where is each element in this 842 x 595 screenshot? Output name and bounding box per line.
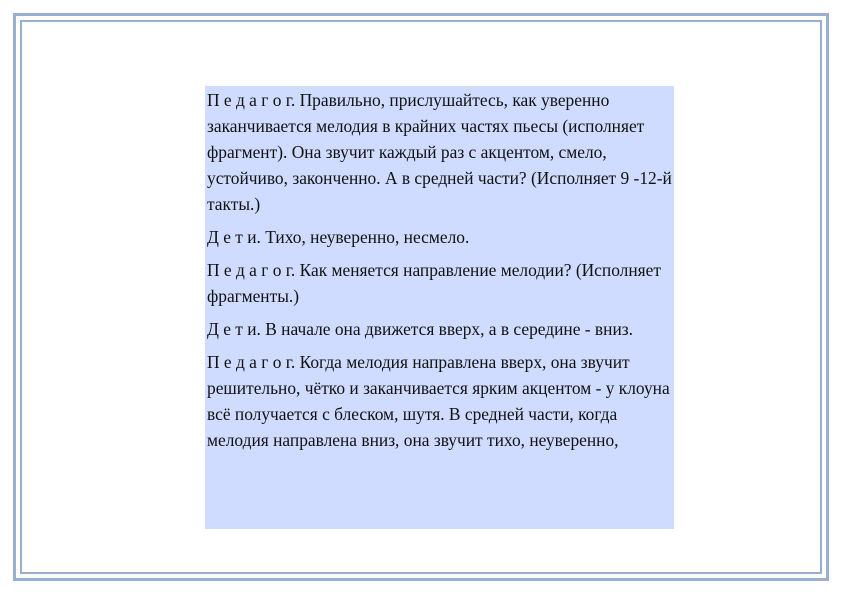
paragraph-teacher-3: П е д а г о г. Когда мелодия направлена вверх, она звучит решительно, чётко и заканчивается ярким акцентом - у клоуна всё получается с блеском, шутя. В средней части, когда мелодия направлена вниз, она звучит тихо, неуверенно, [207, 352, 670, 450]
paragraph-teacher-2: П е д а г о г. Как меняется направление мелодии? (Исполняет фрагменты.) [207, 260, 661, 306]
dialogue-text-box [205, 86, 674, 529]
paragraph-teacher-1: П е д а г о г. Правильно, прислушайтесь, как уверенно заканчивается мелодия в крайних частях пьесы (исполняет фрагмент). Она звучит каждый раз с акцентом, смело, устойчиво, законченно. А в средней части? (Исполняет 9 -12-й такты.) [207, 90, 672, 214]
paragraph-children-2: Д е т и. В начале она движется вверх, а в середине - вниз. [207, 319, 633, 339]
paragraph-children-1: Д е т и. Тихо, неуверенно, несмело. [207, 227, 470, 247]
